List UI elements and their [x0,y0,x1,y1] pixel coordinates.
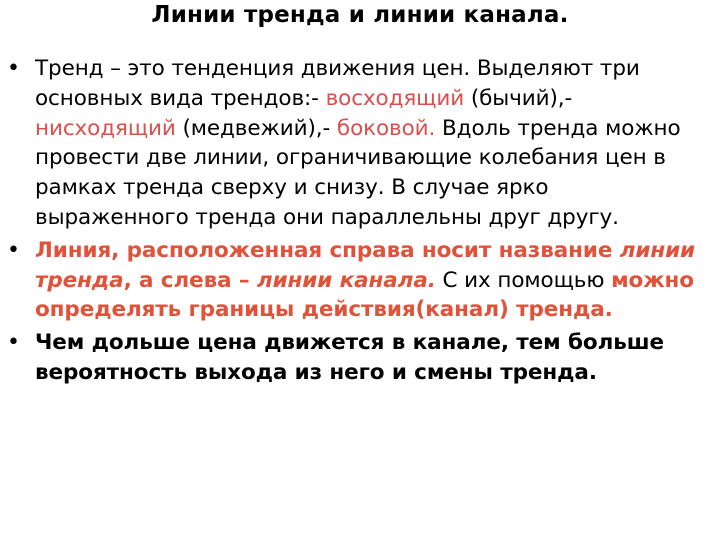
slide-title: Линии тренда и линии канала. [151,2,569,28]
bullet-2-part-6: можно определять границы действия(канал) тренда. [35,267,694,323]
bullet-1-part-3: (бычий),- [464,85,573,111]
bullet-2-text [35,236,708,325]
bullet-1-part-1: Тренд – это тенденция движения цен. Выделяют три основных вида трендов:- [35,56,640,111]
bullet-marker: • [7,330,20,356]
term-trend-line: линии тренда [35,237,696,293]
term-channel-line: линии канала. [256,267,436,293]
bullet-2-part-3: , а слева – [123,267,257,293]
term-ascending: восходящий [325,85,465,111]
bullet-item-2 [0,236,720,325]
bullet-1-part-7: Вдоль тренда можно провести две линии, ограничивающие колебания цен в рамках тренда сверху и снизу. В случае ярко выраженного тренда они параллельны друг другу. [35,115,681,230]
bullet-item-3 [0,328,720,388]
bullet-item-1 [0,54,720,233]
term-sideways: боковой. [336,115,436,141]
bullet-2-part-5: С их помощью [435,267,612,293]
bullet-marker: • [7,56,20,81]
bullet-marker: • [7,237,20,263]
bullet-list [0,54,720,388]
bullet-1-part-5: (медвежий),- [175,115,337,141]
bullet-3-text: Чем дольше цена движется в канале, тем больше вероятность выхода из него и смены тренда. [35,330,664,385]
term-descending: нисходящий [35,115,176,141]
bullet-2-part-1: Линия, расположенная справа носит название [35,237,620,263]
bullet-1-text [35,54,708,233]
